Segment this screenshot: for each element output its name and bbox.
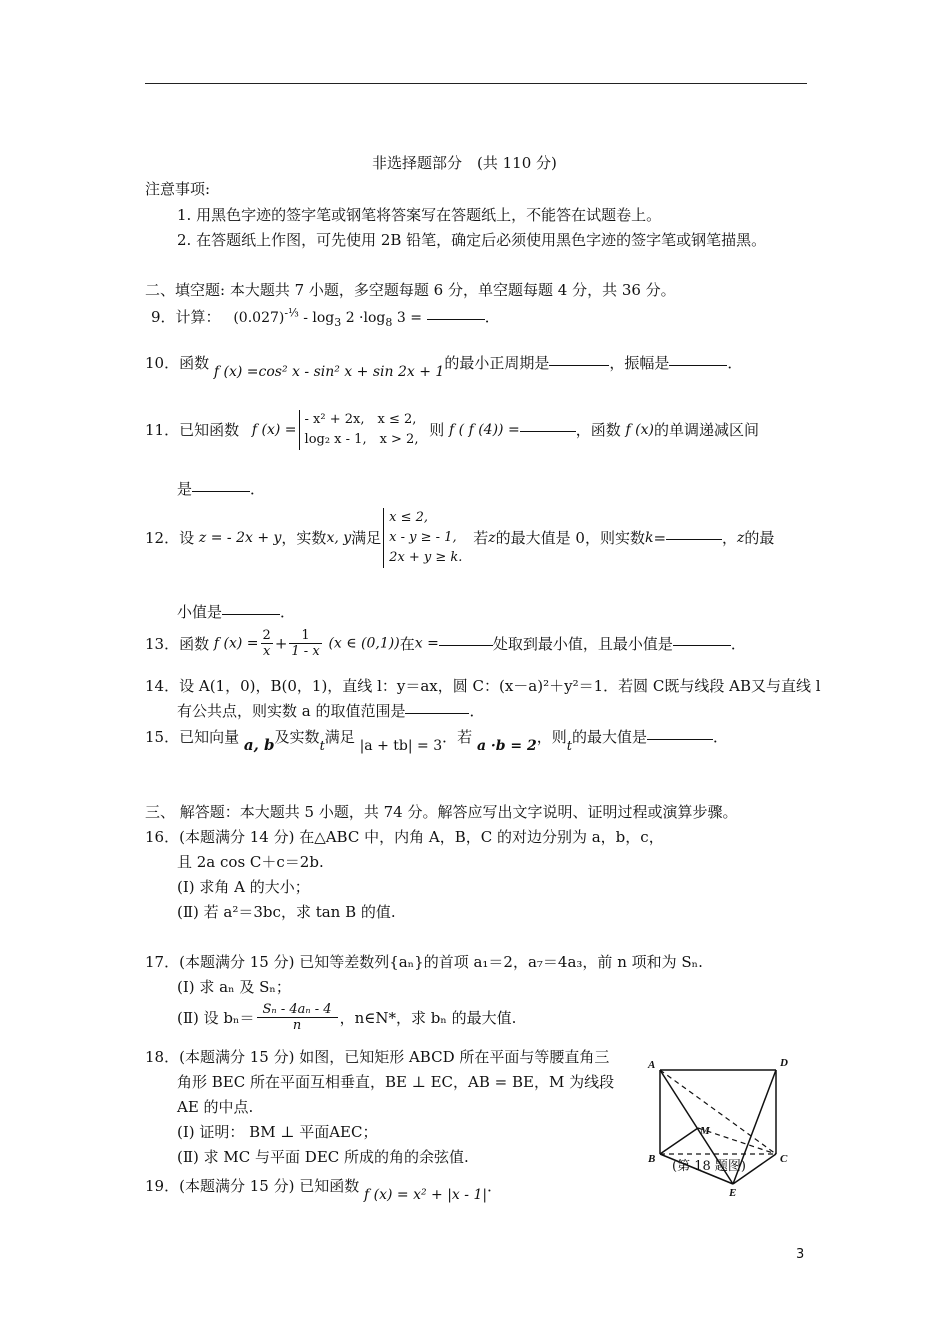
q12-blank-1	[666, 538, 722, 540]
figure-label-d: D	[780, 1057, 788, 1069]
question-13: 13．函数 f (x) = $\frac{2}{x}$ + $\frac{1}{1 - x}$ (x ∈ (0,1))在x = 处取到最小值，且最小值是 ．	[145, 628, 746, 659]
q18-line-3: AE 的中点.	[177, 1098, 254, 1116]
notice-item-2: 2. 在答题纸上作图，可先使用 2B 铅笔，确定后必须使用黑色字迹的签字笔或钢笔描黑。	[177, 231, 767, 249]
figure-label-e: E	[729, 1187, 737, 1199]
question-12: 12．设 z = - 2x + y，实数x, y满足 x ≤ 2, x - y ≥ - 1, 2x + y ≥ k. 若z的最大值是 0，则实数k= ，z的最	[145, 508, 774, 568]
q17-part-2: (Ⅱ) 设 bₙ＝ $\frac{\text{Sₙ - 4aₙ - 4}}{n}$ ，n∈N*，求 bₙ 的最大值.	[177, 1002, 517, 1033]
question-14: 14．设 A(1，0)，B(0，1)，直线 l：y＝ax，圆 C：(x－a)²＋y²＝1．若圆 C既与线段 AB又与直线 l	[145, 677, 821, 695]
q17-part-1: (Ⅰ) 求 aₙ 及 Sₙ；	[177, 978, 291, 996]
q18-part-1: (Ⅰ) 证明： BM ⊥ 平面AEC；	[177, 1123, 378, 1141]
q12-blank-2	[222, 613, 280, 615]
figure-label-m: M	[700, 1125, 710, 1137]
q17-fraction: $\frac{\text{Sₙ - 4aₙ - 4}}{n}$	[257, 1002, 338, 1033]
q11-blank-2	[192, 490, 250, 492]
q10-blank-1	[549, 364, 609, 366]
q11-line-2: 是 ．	[177, 480, 266, 498]
q13-blank-1	[439, 644, 493, 646]
notice-title: 注意事项:	[145, 180, 211, 198]
q15-condition: |a + tb| = 3	[359, 738, 443, 754]
q9-answer-blank	[427, 318, 485, 320]
part3-heading: 三、 解答题：本大题共 5 小题，共 74 分。解答应写出文字说明、证明过程或演算步骤。	[145, 803, 738, 821]
q16-line-2: 且 2a cos C＋c＝2b.	[177, 853, 324, 871]
q15-blank	[647, 738, 713, 740]
q13-blank-2	[673, 644, 731, 646]
q12-constraints: x ≤ 2, x - y ≥ - 1, 2x + y ≥ k.	[383, 508, 462, 568]
q11-blank-1	[520, 430, 576, 432]
part2-heading: 二、填空题: 本大题共 7 小题，多空题每题 6 分，单空题每题 4 分，共 36 分。	[145, 281, 676, 299]
question-19: 19．(本题满分 15 分) 已知函数 f (x) = x² + |x - 1|．	[145, 1177, 503, 1203]
question-15: 15．已知向量 a, b及实数t满足 |a + tb| = 3．若 a ·b = 2，则t的最大值是 ．	[145, 728, 729, 754]
q14-line-2: 有公共点，则实数 a 的取值范围是 ．	[177, 702, 485, 720]
figure-label-a: A	[648, 1059, 656, 1071]
question-10: 10．函数 f (x) =cos² x - sin² x + sin 2x + 1的最小正周期是 ，振幅是 ．	[145, 354, 743, 380]
page-number: 3	[796, 1247, 805, 1262]
figure-label-b: B	[648, 1153, 656, 1165]
q9-lead: 计算：	[175, 308, 221, 326]
figure-label-c: C	[780, 1153, 788, 1165]
question-11: 11．已知函数 f (x) = - x² + 2x, x ≤ 2, log₂ x - 1, x > 2, 则 f ( f (4)) = ，函数 f (x)的单调递减区间	[145, 410, 759, 450]
q12-line-2: 小值是 ．	[177, 603, 296, 621]
q11-piecewise: - x² + 2x, x ≤ 2, log₂ x - 1, x > 2,	[299, 410, 419, 450]
question-18: 18．(本题满分 15 分) 如图，已知矩形 ABCD 所在平面与等腰直角三	[145, 1048, 610, 1066]
figure-caption: (第 18 题图)	[672, 1159, 746, 1174]
q18-geometry-figure	[640, 1052, 800, 1202]
q10-blank-2	[669, 364, 727, 366]
q13-fraction-2: $\frac{1}{1 - x}$	[291, 628, 320, 659]
q9-number: 9．	[151, 308, 176, 326]
q18-line-2: 角形 BEC 所在平面互相垂直，BE ⊥ EC，AB = BE，M 为线段	[177, 1073, 615, 1091]
q13-fraction-1: $\frac{2}{x}$	[262, 628, 271, 659]
q18-part-2: (Ⅱ) 求 MC 与平面 DEC 所成的角的余弦值.	[177, 1148, 469, 1166]
question-17: 17．(本题满分 15 分) 已知等差数列{aₙ}的首项 a₁＝2，a₇＝4a₃，前 n 项和为 Sₙ.	[145, 953, 703, 971]
q10-function: f (x) =cos² x - sin² x + sin 2x + 1	[213, 364, 445, 380]
section-title: 非选择题部分 (共 110 分)	[372, 154, 557, 172]
q16-part-2: (Ⅱ) 若 a²＝3bc，求 tan B 的值.	[177, 903, 396, 921]
question-9: 9．计算： $(0.027)^{-\frac{1}{3}} - \log_3 2 \cdot\log_8$ 3 = ．	[151, 306, 500, 329]
q9-expression: $(0.027)^{-\frac{1}{3}} - \log_3 2 \cdot\log_8$ 3 =	[233, 306, 422, 329]
question-16: 16．(本题满分 14 分) 在△ABC 中，内角 A，B，C 的对边分别为 a，b，c，	[145, 828, 664, 846]
top-rule	[145, 83, 807, 84]
q19-function: f (x) = x² + |x - 1|	[363, 1187, 488, 1203]
q16-part-1: (Ⅰ) 求角 A 的大小；	[177, 878, 310, 896]
q14-blank	[405, 712, 469, 714]
notice-item-1: 1. 用黑色字迹的签字笔或钢笔将答案写在答题纸上，不能答在试题卷上。	[177, 206, 662, 224]
